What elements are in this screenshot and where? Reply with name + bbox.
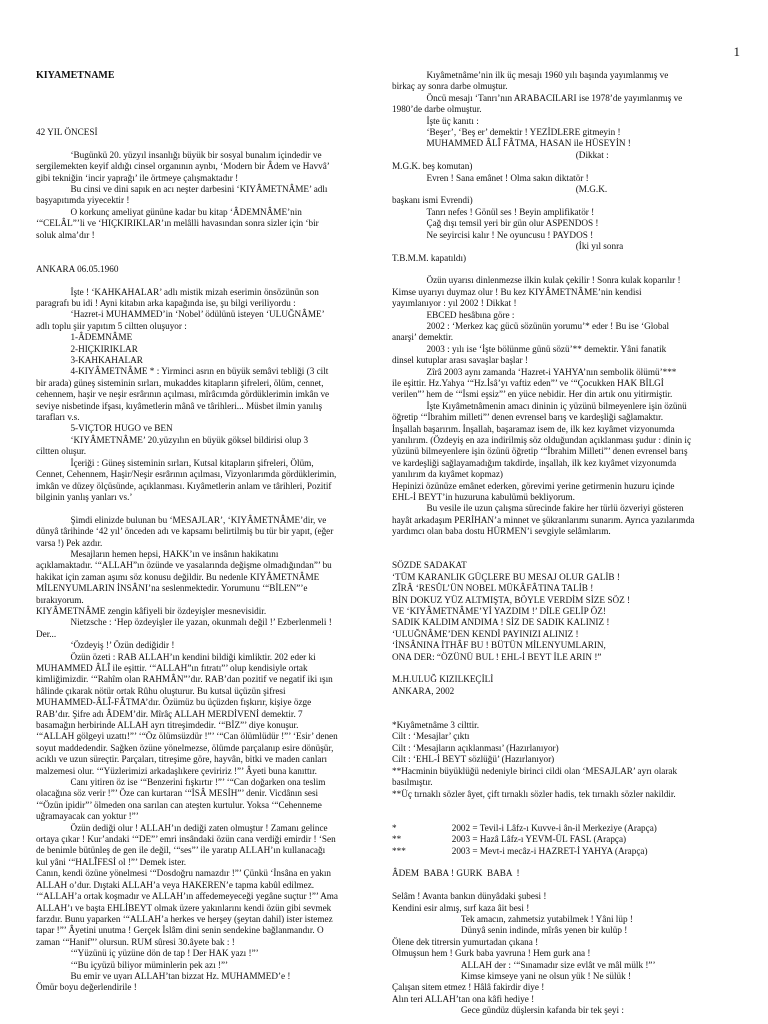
left-column-line: malzemesi olur. ‘“Yüzlerimizi arkadaşlıkere çeviririz !”’ Âyeti buna kanıttır.	[36, 765, 317, 776]
left-column-line: Ömür boyu değerlendirile !	[36, 982, 137, 993]
left-column-line: ALLAH’ı ve başta EHLİBEYT olmak üzere yakınlarını kendi özün gibi sevmek	[36, 902, 332, 913]
right-column-line: öğretip ‘“İbrahim milleti”’ denen evrensel barış ve kardeşliği sağlamaktır.	[392, 412, 664, 423]
left-column-line	[36, 275, 388, 286]
right-column-line: Kendini esir almış, sırf kaza âit besi !	[392, 902, 530, 913]
right-column-line: ANKARA, 2002	[392, 685, 455, 696]
left-column-line	[36, 503, 388, 514]
right-column-line: ‘Beşer’, ‘Beş er’ demektir ! YEZİDLERE gitmeyin !	[392, 127, 621, 138]
left-column-line: farzdır. Bunu yaparken ‘“ALLAH’a herkes ve herşey (şeytan dahil) ister istemez	[36, 913, 333, 924]
left-column-line: Canı yitiren öz ise ‘“Benzerini fışkırtır !”’ ‘“Can doğarken ona teslim	[36, 777, 326, 788]
left-column-line: kul yâni ‘“HALÎFESİ ol !”’ Demek ister.	[36, 856, 187, 867]
right-column-line: 2002 : ‘Merkez kaç gücü sözünün yorumu’* eder ! Bu ise ‘Global	[392, 320, 670, 331]
right-column-line	[392, 811, 736, 822]
left-column-line: uğramayacak can yoktur !”’	[36, 811, 139, 822]
right-column-line: İşte üç kanıtı :	[392, 115, 479, 126]
right-column-line: İşte Kıyâmetnâmenin amacı dininin iç yüzünü bilmeyenlere işin özünü	[392, 400, 687, 411]
right-column-line: Tanrı nefes ! Gönül ses ! Beyin amplifikatör !	[392, 206, 595, 217]
right-column	[392, 70, 736, 1017]
left-column-line: ‘“Özün ipidir”’ ölmeden ona sarılan can ateşten kurtulur. Yoksa ‘“Cehenneme	[36, 799, 322, 810]
right-column-line: ONA DER: “ÖZÜNÜ BUL ! EHL-İ BEYT İLE ARIN !”	[392, 651, 602, 662]
right-column-line: verilen”’ hem de ‘“İsmi eşsiz”’ en yüce nebidir. Her din artık onu yitirmiştir.	[392, 389, 673, 400]
right-column-line: (İki yıl sonra	[392, 241, 624, 252]
right-column-line: Tek amacın, zahmetsiz yutabilmek ! Yâni lüp !	[392, 913, 633, 924]
left-column-line: Cennet, Cehennem, Haşir/Neşir esrârının açılması, Vizyonlarımda gördüklerimin,	[36, 469, 337, 480]
right-column-line: Ne seyircisi kalır ! Ne oyuncusu ! PAYDOS !	[392, 229, 594, 240]
right-column-line	[392, 538, 736, 549]
right-column-line: başkanı ismi Evrendi)	[392, 195, 473, 206]
left-column-line: 42 YIL ÖNCESİ	[36, 126, 98, 137]
left-column-line: 3-KAHKAHALAR	[36, 355, 143, 366]
left-column-line: de benimle bütünleş de gen ile değil, ‘“ses”’ ile yaratıp ALLAH’ın kullanacağı	[36, 845, 326, 856]
right-column-line: Alın teri ALLAH’tan ona kâfi hediye !	[392, 993, 535, 1004]
left-column-line: ‘KIYÂMETNÂME’ 20.yüzyılın en büyük göksel bildirisi olup 3	[36, 434, 309, 445]
right-column-line: (Dikkat :	[392, 149, 609, 160]
right-column-line: *** 2003 = Mevt-i mecâz-i HAZRET-İ YAHYA (Arapça)	[392, 845, 648, 856]
left-column-line: hakikat için zaman aşımı söz konusu değildir. Bu nedenle KIYÂMETNÂME	[36, 571, 320, 582]
right-column-line: Çağ dışı temsil yeri bir gün olur ASPENDOS !	[392, 218, 599, 229]
left-column-line: soluk alma’dır !	[36, 229, 95, 240]
right-column-line: hayât arkadaşım PERİHAN’a minnet ve şükranlarımı sunarım. Ayrıca yazılarımda	[392, 514, 695, 525]
right-column-line	[392, 800, 736, 811]
left-column-line: bilginin yanlış yanları vs.’	[36, 491, 133, 502]
right-column-line: SÖZDE SADAKAT	[392, 560, 467, 571]
left-column-line: tarafları v.s.	[36, 412, 80, 423]
left-column-line: Canın, kendi özüne yönelmesi ‘“Dosdoğru namazdır !”’ Çünkü ‘İnsâna en yakın	[36, 868, 332, 879]
left-column-line: varsa !) Pek azdır.	[36, 537, 103, 548]
right-column-line: M.H.ULUĞ KIZILKEÇİLİ	[392, 674, 494, 685]
right-column-line: 1980’de darbe olmuştur.	[392, 104, 482, 115]
left-column-line: Özün dediği olur ! ALLAH’ın dediği zaten olmuştur ! Zamanı gelince	[36, 822, 328, 833]
left-column-line: ‘“ALLAH’a ortak koşmadır ve ALLAH’ın affedemeyeceği yegâne suçtur !”’ Ama	[36, 891, 338, 902]
right-column-line: **Üç tırnaklı sözler âyet, çift tırnaklı sözler hadis, tek tırnaklı sözler nakildir.	[392, 788, 676, 799]
left-column-line: 1-ÂDEMNÂME	[36, 332, 133, 343]
right-column-line: ALLAH der : ‘“Sınamadır size evlât ve mâl mülk !”’	[392, 959, 656, 970]
left-column-line: Bu cinsi ve dini sapık en acı neşter darbesini ‘KIYÂMETNÂME’ adlı	[36, 183, 328, 194]
right-column-line: yardımcı olan baba dostu HÜRMEN’i sevgiyle selâmlarım.	[392, 526, 611, 537]
left-column-line: paragrafı bu idi ! Ayni kitabın arka kapağında ise, şu bilgi veriliyordu :	[36, 298, 296, 308]
right-column-line: ‘ULUĞNÂME’DEN KENDİ PAYINIZI ALINIZ !	[392, 628, 579, 639]
left-column-line: RAB’dır. Şifre adı ÂDEM’dir. Mîrâç ALLAH MERDİVENİ demektir. 7	[36, 708, 303, 719]
right-column-line: yanılırım. (Özdeyiş en aza indirilmiş söz olduğundan açıklanması şudur : dinin iç	[392, 434, 692, 445]
right-column-line: ‘İNSÂNINA İTHÂF BU ! BÜTÜN MİLENYUMLARIN,	[392, 640, 606, 651]
left-column-line: ‘“Yüzünü iç yüzüne dön de tap ! Der HAK yazı !”’	[36, 948, 259, 959]
right-column-line: BİN DOKUZ YÜZ ALTMIŞTA, BÖYLE VERDİM SİZE SÖZ !	[392, 594, 631, 605]
right-column-line: (M.G.K.	[392, 184, 608, 195]
right-column-line: **Hacminin büyüklüğü nedeniyle birinci cildi olan ‘MESAJLAR’ ayrı olarak	[392, 765, 678, 776]
left-column-line	[36, 138, 388, 149]
page-number: 1	[733, 44, 740, 59]
left-column-line: ‘Bugünkü 20. yüzyıl insanlığı büyük bir sosyal bunalım içindedir ve	[36, 149, 322, 160]
left-column-line: Mesajların hemen hepsi, HAKK’ın ve insânın hakikatını	[36, 548, 279, 559]
left-column-line: ‘“Bu içyüzü biliyor müminlerin pek azı !”’	[36, 959, 229, 970]
right-column-line: Kimse uyarıyı duymaz olur ! Bu kez KIYÂMETNÂME’nin kendisi	[392, 286, 642, 297]
right-column-line	[392, 264, 736, 275]
left-column-line	[36, 81, 388, 92]
left-column-line: ‘Özdeyiş !’ Özün dediğidir !	[36, 640, 175, 651]
right-column-line: Dünyâ senin indinde, mîrâs yenen bir kulüp !	[392, 925, 628, 936]
left-column-line: soyut maddedendir. Sağken özüne yönelmezse, ölümde parçalanıp esire dönüşür,	[36, 742, 334, 753]
left-column-line: Nietzsche : ‘Hep özdeyişler ile yazan, okunmalı değil !’ Ezberlenmeli !	[36, 617, 332, 628]
right-column-line: M.G.K. beş komutan)	[392, 161, 473, 172]
left-column-line: ‘“CELÂL”’li ve ‘HIÇKIRIKLAR’ın melâlli havasından sonra sizler için ‘bir	[36, 218, 319, 229]
right-column-line: Öncü mesajı ‘Tanrı’nın ARABACILARI ise 1978’de yayımlanmış ve	[392, 92, 683, 103]
left-column-line: başyapıtımda yiyecektir !	[36, 195, 130, 206]
right-column-line: EBCED hesâbına göre :	[392, 309, 515, 320]
right-column-line: * 2002 = Tevil-i Lâfz-ı Kuvve-i ân-il Merkeziye (Arapça)	[392, 822, 657, 833]
left-column-line: Der...	[36, 628, 57, 639]
right-column-line	[392, 880, 736, 891]
left-column-line: bir arada) güneş sisteminin sırları, mukaddes kitapların şifreleri, ölüm, cennet,	[36, 377, 324, 388]
right-column-line: MUHAMMED ÂLÎ FÂTMA, HASAN ile HÜSEYİN !	[392, 138, 631, 149]
left-column-line: bırakıyorum.	[36, 594, 84, 605]
left-column-line: Özün özeti : RAB ALLAH’ın kendini bildiği kimliktir. 202 eder ki	[36, 651, 316, 662]
left-column-line: 5-VIÇTOR HUGO ve BEN	[36, 423, 173, 434]
right-column-line: birkaç ay sonra darbe olmuştur.	[392, 81, 508, 92]
right-column-line: Evren ! Sana emânet ! Olma sakın diktatör !	[392, 172, 589, 183]
left-column-line: adlı toplu şiir yapıtım 5 ciltten oluşuyor :	[36, 320, 187, 331]
right-column-line: Zîrâ 2003 aynı zamanda ‘Hazret-i YAHYA’nın sembolik ölümü’***	[392, 366, 677, 377]
right-column-line: ile eşittir. Hz.Yahya ‘“Hz.İsâ’yı vaftiz eden”’ ve ‘“Çocukken HAK BİLGİ	[392, 377, 664, 388]
right-column-line: Bu vesile ile uzun çalışma sürecinde fakire her türlü özveriyi gösteren	[392, 503, 684, 514]
left-column-line	[36, 241, 388, 252]
right-column-line: *Kıyâmetnâme 3 cilttir.	[392, 720, 480, 731]
right-column-line: Kıyâmetnâme’nin ilk üç mesajı 1960 yılı başında yayımlanmış ve	[392, 70, 669, 80]
right-column-line: T.B.M.M. kapatıldı)	[392, 252, 467, 263]
left-column-line: MİLENYUMLARIN İNSÂNI’na seslenmektedir. Yorumunu ‘“BİLEN”’e	[36, 583, 308, 594]
left-column-line: İçeriği : Güneş sisteminin sırları, Kutsal kitapların şifreleri, Ölüm,	[36, 457, 314, 468]
right-column-line: Gece gündüz düşlersin kafanda bir tek şeyi :	[392, 1005, 624, 1016]
right-column-line	[392, 857, 736, 868]
left-column-line: İşte ! ‘KAHKAHALAR’ adlı mistik mizah eserimin önsözünün son	[36, 286, 319, 297]
right-column-line: Cilt : ‘EHL-İ BEYT sözlüğü’ (Hazırlanıyor)	[392, 754, 555, 765]
left-column-line: Şimdi elinizde bulunan bu ‘MESAJLAR’, ‘KIYÂMETNÂME’dir, ve	[36, 514, 327, 525]
left-column-line: ciltten oluşur.	[36, 446, 87, 457]
left-column-line: 4-KIYÂMETNÂME * : Yirminci asrın en büyük semâvi tebliği (3 cilt	[36, 366, 329, 377]
left-column-line: açıklamaktadır. ‘“ALLAH”ın özünde ve yasalarında değişme olmadığından”’ bu	[36, 560, 332, 571]
right-column-line: ve kardeşliği sağlayamadığım takdirde, inşallah, ilk kez kıyâmet vizyonumda	[392, 457, 677, 468]
left-column-line: seviye nisbetinde ifşası, kıyâmetlerin mânâ ve târihleri... Müsbet ilmin yanılış	[36, 400, 323, 411]
right-column-line	[392, 697, 736, 708]
left-column-line: ‘Hazret-i MUHAMMED’in ‘Nobel’ ödülünü isteyen ‘ULUĞNÂME’	[36, 309, 325, 320]
left-column-line	[36, 93, 388, 104]
right-column-line: İnşallah başarırım. İnşallah, başaramaz isem de, ilk kez kıyâmet vizyonumda	[392, 423, 675, 434]
left-column-line: MUHAMMED ÂLÎ ile eşittir. ‘“ALLAH”ın fıtratı”’ olup kendisiyle ortak	[36, 662, 308, 673]
right-column-line: basılmıştır.	[392, 777, 433, 788]
right-column-line: EHL-İ BEYT’in huzuruna kabulümü bekliyorum.	[392, 492, 575, 503]
right-column-line: Çalışan sitem etmez ! Hâlâ fakirdir diye !	[392, 982, 545, 993]
right-column-line: 2003 : yılı ise ‘İşte bölünme günü sözü’** demektir. Yâni fanatik	[392, 343, 667, 354]
right-column-line: Selâm ! Avanta bankın dünyâdaki şubesi !	[392, 891, 547, 902]
right-column-line: SADIK KALDIM ANDIMA ! SİZ DE SADIK KALINIZ !	[392, 617, 610, 628]
left-column-line	[36, 104, 388, 115]
left-column-line: KIYAMETNAME	[36, 70, 115, 81]
right-column-line: ÂDEM BABA ! GURK BABA !	[392, 868, 520, 879]
right-column-line: dinsel kutuplar arası savaşlar başlar !	[392, 355, 528, 366]
right-column-line: Cilt : ‘Mesajların açıklanması’ (Hazırlanıyor)	[392, 742, 559, 753]
left-column-line: 2-HIÇKIRIKLAR	[36, 343, 138, 354]
right-column-line: Ölene dek titrersin yumurtadan çıkana !	[392, 936, 539, 947]
right-column-line	[392, 549, 736, 560]
left-column-line: Bu emir ve uyarı ALLAH’tan bizzat Hz. MUHAMMED’e !	[36, 970, 291, 981]
left-column-line: ALLAH o’dur. Dıştaki ALLAH’a veya HAKEREN’e tapma kabûl edilmez.	[36, 879, 315, 890]
right-column-line: yanılırım da kıyâmet kopmaz)	[392, 469, 503, 480]
right-column-line: Hepinizi özünüze emânet ederken, görevimi yerine getirmenin huzuru içinde	[392, 480, 675, 491]
left-column-line: dünyâ târihinde ‘42 yıl’ önceden adı ve kapsamı belirtilmiş bu tür bir yapıt, (eğer	[36, 526, 334, 537]
left-column-line: basamağın herbirinde ALLAH ayrı titreşimdedir. ‘“BİZ”’ diye konuşur.	[36, 720, 299, 731]
right-column-line: Olmuşsun hem ! Gurk baba yavruna ! Hem gurk ana !	[392, 948, 591, 959]
left-column-line: olacağına söz verir !”’ Öze can kurtaran ‘“İSÂ MESİH”’ denir. Vicdânın sesi	[36, 788, 319, 799]
right-column-line: yayımlanıyor : yıl 2002 ! Dikkat !	[392, 298, 517, 309]
left-column-line: hâlinde çıkarak nötür ortak Rûhu oluşturur. Bu kutsal üçüzün şifresi	[36, 685, 286, 696]
right-column-line	[392, 709, 736, 720]
right-column-line: Cilt : ‘Mesajlar’ çıktı	[392, 731, 470, 742]
right-column-line: Özün uyarısı dinlenmezse ilkin kulak çekilir ! Sonra kulak koparılır !	[392, 275, 681, 286]
right-column-line: anarşi’ demektir.	[392, 332, 454, 343]
left-column-line: O korkunç ameliyat gününe kadar bu kitap ‘ÂDEMNÂME’nin	[36, 206, 302, 217]
left-column-line: zaman ‘“Hanif”’ olursun. RUM sûresi 30.âyete bak : !	[36, 936, 235, 947]
left-column-line: sergilemekten keyif aldığı cinsel organının aynbı, ‘Modern bir Âdem ve Havvâ’	[36, 161, 330, 172]
right-column-line	[392, 663, 736, 674]
left-column-line: imkân ve düzey ölçüsünde, açıklanması. Kıyâmetlerin anlam ve târihleri, Pozitif	[36, 480, 332, 491]
right-column-line: ** 2003 = Hazâ Lâfz-ı YEVM-ÜL FASL (Arapça)	[392, 834, 627, 845]
left-column-line	[36, 252, 388, 263]
right-column-line: yüzünü bilmeyenlere işin özünü öğretip ‘“İbrahim Milleti”’ denen evrensel barış	[392, 446, 688, 457]
left-column-line	[36, 116, 388, 127]
left-column-line: kimliğimizdir. ‘“Rahîm olan RAHMÂN”’dır. RAB’dan pozitif ve negatif iki ışın	[36, 674, 333, 685]
left-column-line: tapar !”’ Âyetini unutma ! Gerçek İslâm dini senin sendekine bağlanmandır. O	[36, 925, 324, 936]
right-column-line: ‘TÜM KARANLIK GÜÇLERE BU MESAJ OLUR GALİB !	[392, 571, 620, 582]
left-column-line: KIYÂMETNÂME zengin kâfiyeli bir özdeyişler mesnevisidir.	[36, 605, 267, 616]
right-column-line: Kimse kimseye yani ne olsun yük ! Ne sülük !	[392, 970, 632, 981]
right-column-line: VE ‘KIYÂMETNÂME’Yİ YAZDIM !’ DİLE GELİP ÖZ!	[392, 606, 606, 617]
left-column-line: ortaya çıkar ! Kur’andaki ‘“DE”’ emri insândaki özün cana verdiği emirdir ! ‘Sen	[36, 834, 336, 845]
left-column-line: gibi tekniğin ‘incir yaprağı’ ile örtmeye çalışmaktadır !	[36, 172, 239, 183]
left-column-line: ANKARA 06.05.1960	[36, 263, 119, 274]
left-column	[36, 70, 388, 994]
left-column-line: MUHAMMED-ÂLÎ-FÂTMA’dır. Özümüz bu üçüzden fışkırır, kişiye özge	[36, 697, 312, 708]
right-column-line: ZÎRÂ ‘RESÛL’ÜN NOBEL MÜKÂFÂTINA TALİB !	[392, 583, 594, 594]
left-column-line: ‘“ALLAH gölgeyi uzattı!”’ ‘“Öz ölümsüzdür !”’ ‘“Can ölümlüdür !”’ ‘Esir’ denen	[36, 731, 338, 742]
left-column-line: acıklı ve uzun süreçtir. Parçaları, titreşime göre, hayvân, bitki ve maden canları	[36, 754, 328, 765]
left-column-line: cehennem, haşir ve neşir esrârının açılması, mîrâcımda gördüklerimin imkân ve	[36, 389, 330, 400]
